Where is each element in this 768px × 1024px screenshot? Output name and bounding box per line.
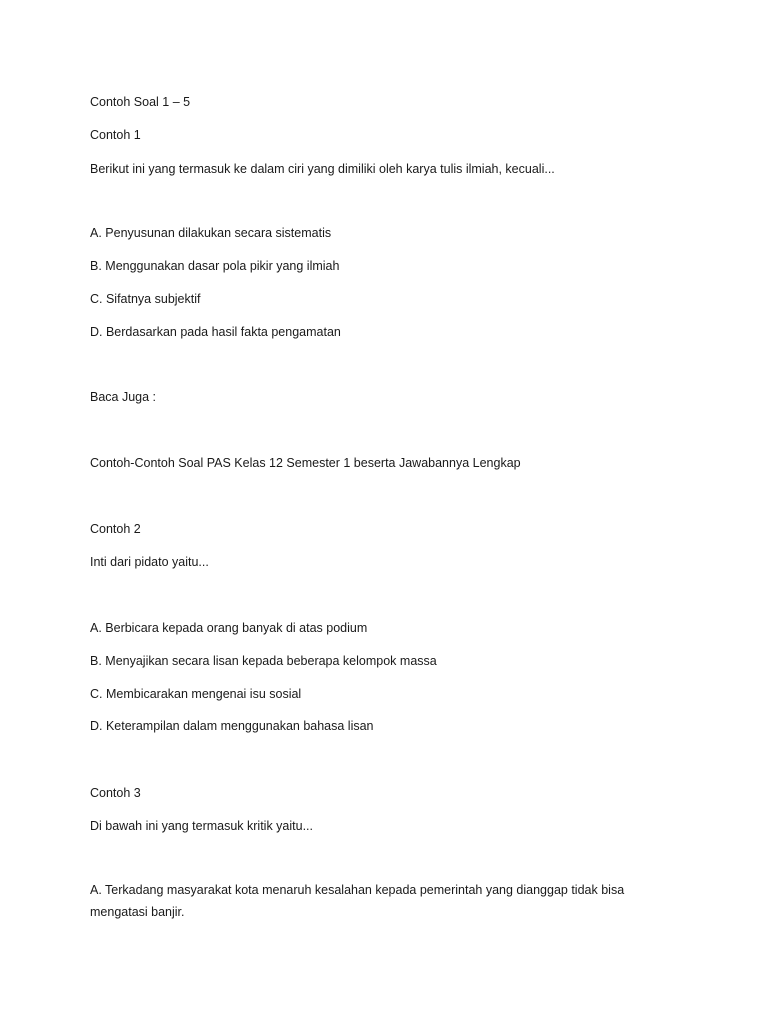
see-also-label: Baca Juga : xyxy=(90,390,157,404)
question-2-option-a: A. Berbicara kepada orang banyak di atas podium xyxy=(90,621,368,635)
question-3-label: Contoh 3 xyxy=(90,786,141,800)
see-also-link[interactable]: Contoh-Contoh Soal PAS Kelas 12 Semester 1 beserta Jawabannya Lengkap xyxy=(90,456,521,470)
question-1-option-b: B. Menggunakan dasar pola pikir yang ilmiah xyxy=(90,259,340,273)
question-3-text: Di bawah ini yang termasuk kritik yaitu... xyxy=(90,819,314,833)
question-2-text: Inti dari pidato yaitu... xyxy=(90,555,209,569)
question-2-label: Contoh 2 xyxy=(90,522,141,536)
document-heading: Contoh Soal 1 – 5 xyxy=(90,95,191,109)
question-3-option-a: A. Terkadang masyarakat kota menaruh kesalahan kepada pemerintah yang dianggap tidak bisa mengatasi banjir. xyxy=(90,883,625,919)
question-1-option-d: D. Berdasarkan pada hasil fakta pengamatan xyxy=(90,325,341,339)
question-1-text: Berikut ini yang termasuk ke dalam ciri yang dimiliki oleh karya tulis ilmiah, kecuali... xyxy=(90,162,555,176)
question-1-label: Contoh 1 xyxy=(90,128,141,142)
question-1-option-a: A. Penyusunan dilakukan secara sistematis xyxy=(90,226,332,240)
question-1-option-c: C. Sifatnya subjektif xyxy=(90,292,201,306)
question-2-option-d: D. Keterampilan dalam menggunakan bahasa lisan xyxy=(90,719,374,733)
question-2-option-c: C. Membicarakan mengenai isu sosial xyxy=(90,687,302,701)
question-2-option-b: B. Menyajikan secara lisan kepada beberapa kelompok massa xyxy=(90,654,437,668)
